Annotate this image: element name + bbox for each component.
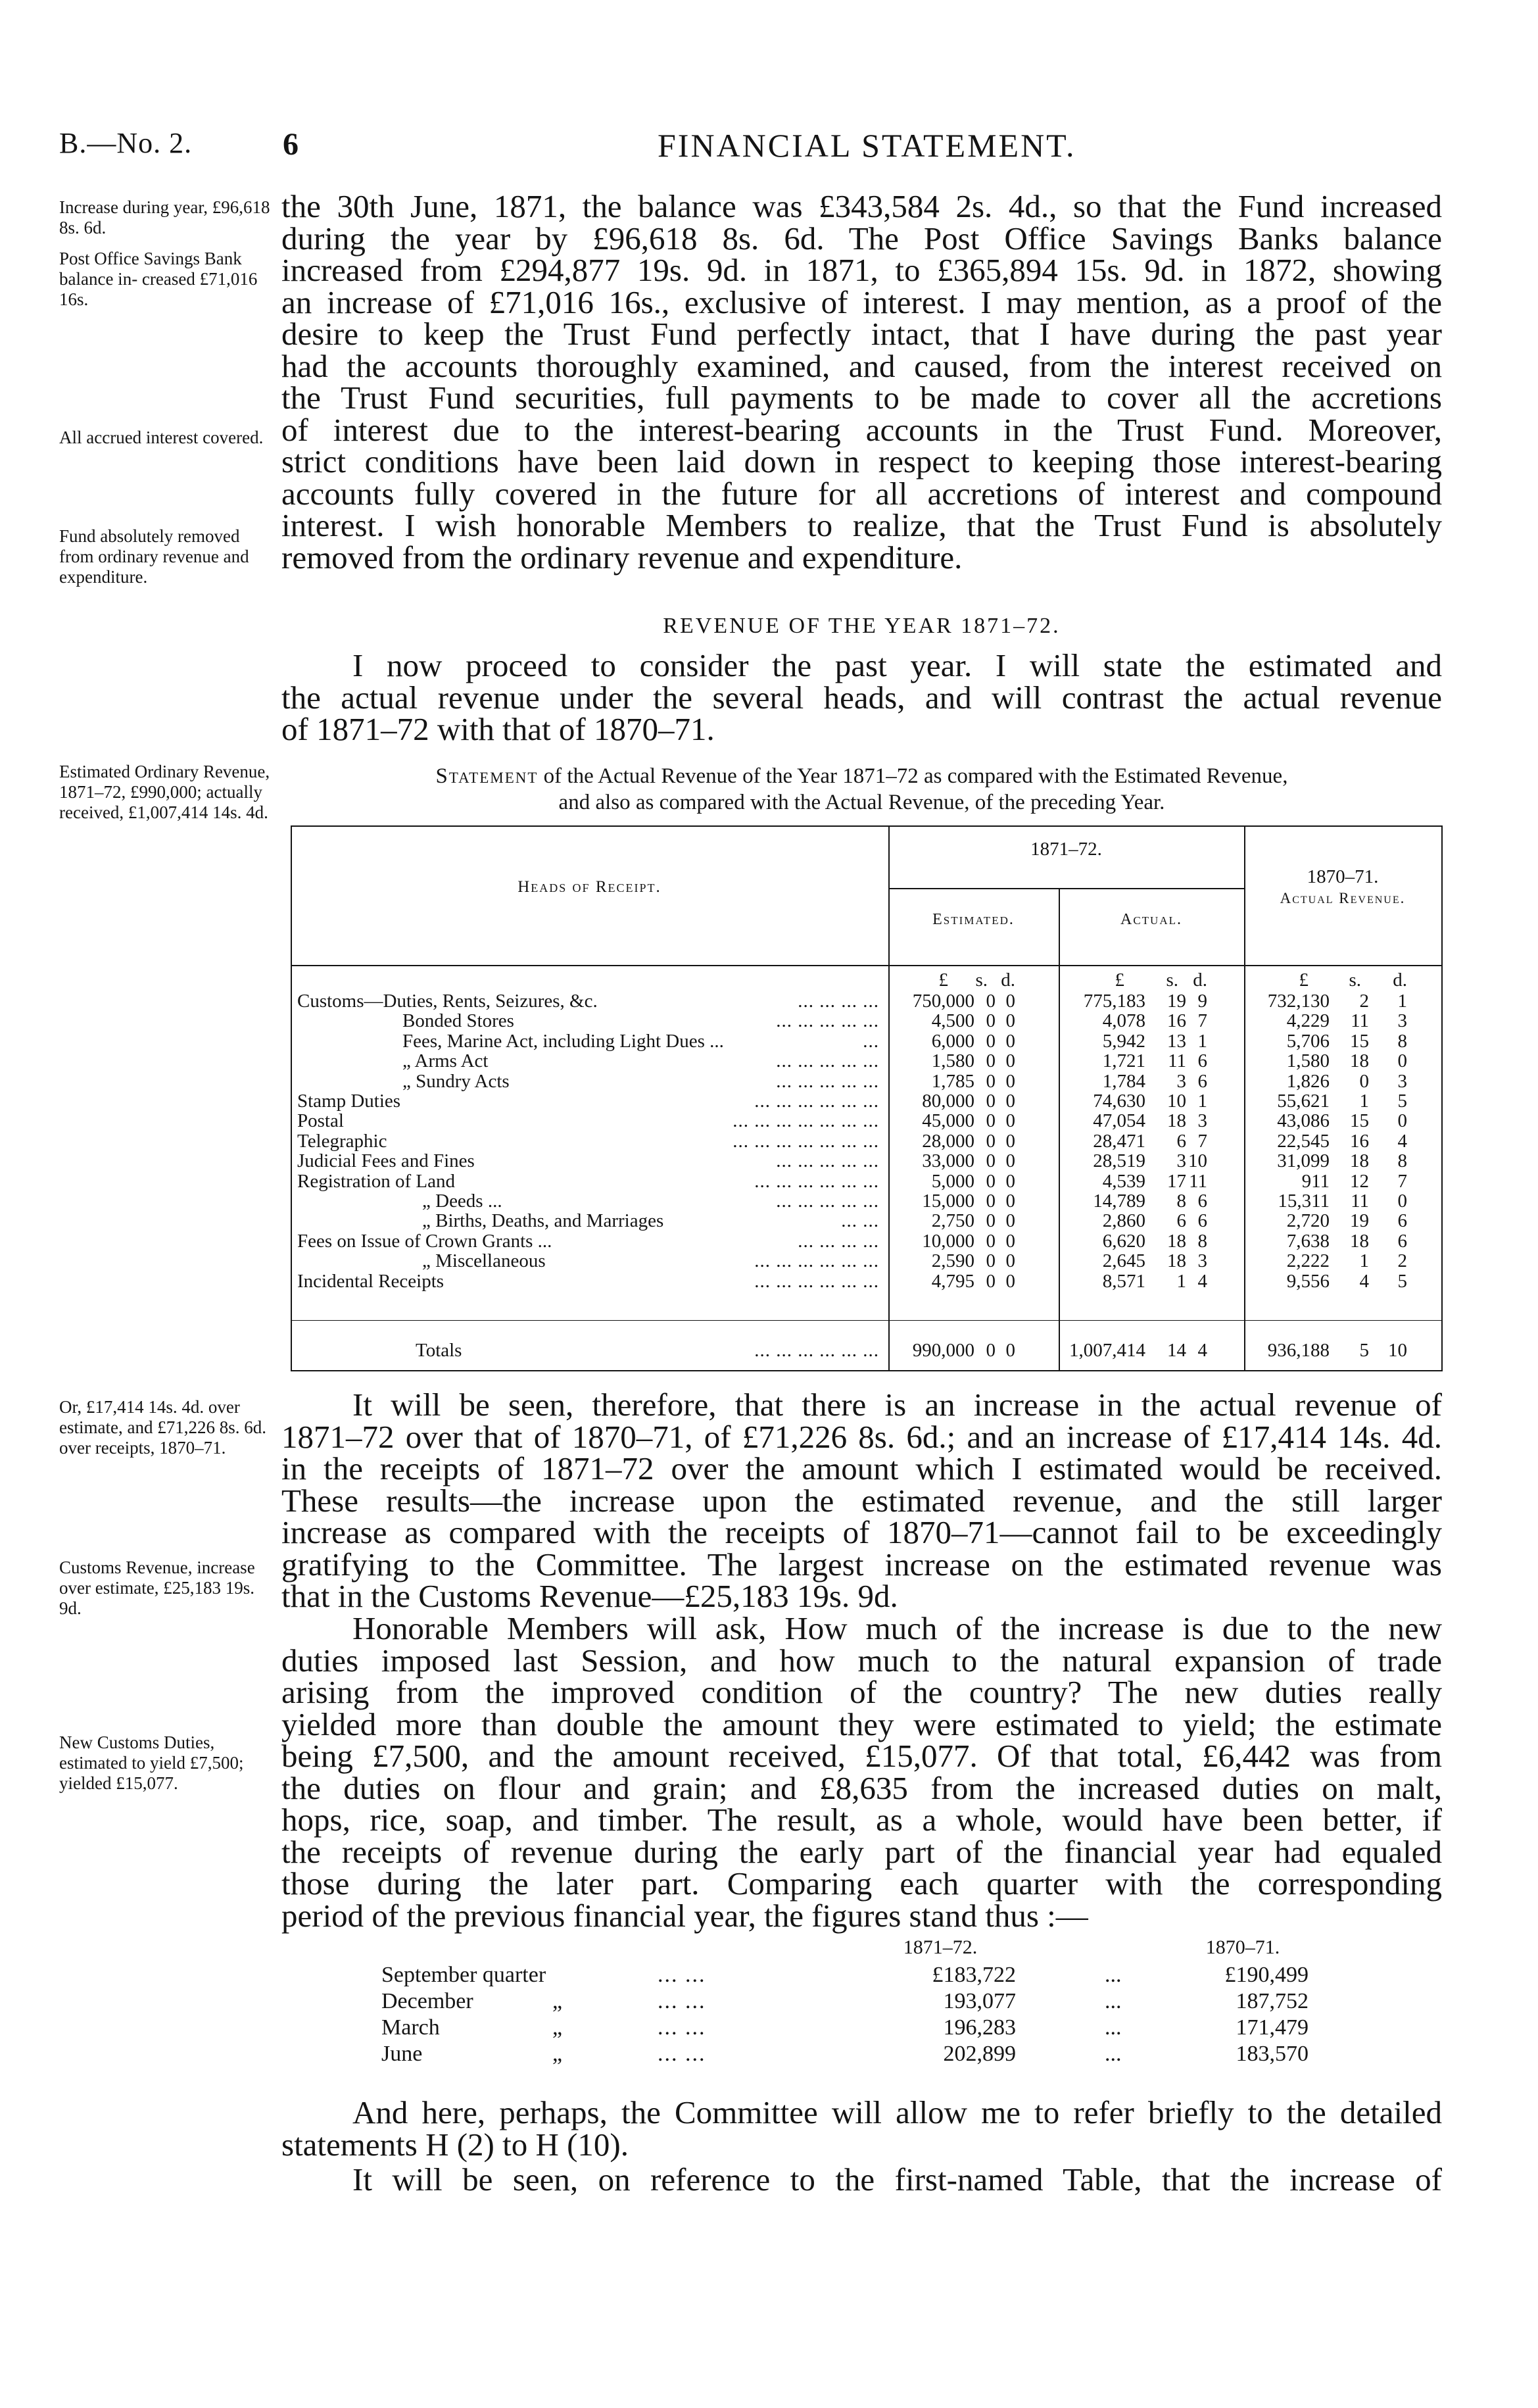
- row-previous-shillings: 1: [1359, 1250, 1369, 1272]
- row-estimated-shillings: 0: [986, 1230, 996, 1252]
- row-leaders: ... ... ... ...: [798, 1230, 879, 1252]
- row-estimated-pounds: 10,000: [922, 1230, 974, 1252]
- totals-actual-pounds: 1,007,414: [1069, 1340, 1145, 1361]
- row-previous-shillings: 12: [1350, 1170, 1369, 1192]
- row-head: „ Deeds ...: [422, 1191, 502, 1212]
- row-previous-shillings: 4: [1359, 1270, 1369, 1292]
- text-line: Honorable Members will ask, How much of the increase is due to the new: [352, 1610, 1442, 1646]
- row-estimated-pounds: 750,000: [912, 991, 974, 1012]
- text-line: removed from the ordinary revenue and expenditure.: [281, 539, 963, 576]
- row-actual-shillings: 13: [1167, 1030, 1186, 1052]
- row-actual-shillings: 1: [1176, 1270, 1186, 1292]
- text-line: being £7,500, and the amount received, £15,077. Of that total, £6,442 was from: [281, 1738, 1442, 1774]
- row-estimated-pounds: 15,000: [922, 1191, 974, 1212]
- paragraph-past-year: [281, 647, 1442, 747]
- text-line: And here, perhaps, the Committee will allow me to refer briefly to the detailed: [352, 2094, 1442, 2130]
- quarter-value-1871: 202,899: [943, 2042, 1016, 2066]
- row-actual-pounds: 6,620: [1102, 1230, 1145, 1252]
- row-estimated-pounds: 2,590: [931, 1250, 974, 1272]
- quarter-leaders: ... ...: [658, 1989, 706, 2013]
- row-estimated-shillings: 0: [986, 1030, 996, 1052]
- row-previous-pence: 3: [1397, 1010, 1407, 1032]
- text-line: an increase of £71,016 16s., exclusive of interest. I may mention, as a proof of the: [281, 283, 1442, 320]
- text-line: It will be seen, therefore, that there is an increase in the actual revenue of: [352, 1387, 1442, 1423]
- text-line: duties imposed last Session, and how much to the natural expansion of trade: [281, 1642, 1442, 1679]
- row-leaders: ... ... ... ... ... ...: [754, 1250, 879, 1272]
- row-actual-pounds: 47,054: [1093, 1110, 1145, 1132]
- row-actual-pence: 6: [1197, 1191, 1207, 1212]
- row-previous-shillings: 0: [1359, 1070, 1369, 1092]
- row-previous-pounds: 5,706: [1286, 1030, 1330, 1052]
- row-previous-pounds: 2,720: [1286, 1210, 1330, 1232]
- table-col-rule: [1059, 888, 1060, 1371]
- row-leaders: ... ... ... ...: [798, 991, 879, 1012]
- quarter-ditto: „: [552, 1989, 563, 2013]
- totals-previous-pounds: 936,188: [1267, 1340, 1330, 1361]
- row-estimated-pence: 0: [1005, 1210, 1015, 1232]
- row-estimated-pence: 0: [1005, 1091, 1015, 1112]
- row-previous-shillings: 15: [1350, 1030, 1369, 1052]
- row-previous-pence: 7: [1397, 1170, 1407, 1192]
- row-leaders: ... ... ... ... ... ... ...: [733, 1130, 879, 1152]
- row-actual-pounds: 1,784: [1102, 1070, 1145, 1092]
- row-previous-pence: 1: [1397, 991, 1407, 1012]
- table-border-right: [1441, 825, 1443, 1371]
- quarter-value-1870: 171,479: [1236, 2015, 1309, 2040]
- row-previous-pounds: 7,638: [1286, 1230, 1330, 1252]
- header-actual-revenue: Actual Revenue.: [1280, 890, 1406, 906]
- row-head: Incidental Receipts: [297, 1270, 445, 1292]
- row-previous-pounds: 43,086: [1277, 1110, 1330, 1132]
- quarter-label: March: [381, 2015, 440, 2040]
- margin-note-new-duties: New Customs Duties, estimated to yield £7,500; yielded £15,077.: [59, 1732, 244, 1793]
- row-estimated-pence: 0: [1005, 1070, 1015, 1092]
- row-previous-shillings: 18: [1350, 1230, 1369, 1252]
- quarter-ditto: „: [552, 2042, 563, 2066]
- paragraph-first-table: [281, 2161, 1442, 2198]
- row-actual-pounds: 4,539: [1102, 1170, 1145, 1192]
- row-actual-shillings: 6: [1176, 1210, 1186, 1232]
- row-actual-pence: 9: [1197, 991, 1207, 1012]
- page-title: FINANCIAL STATEMENT.: [658, 127, 1076, 164]
- text-line: increase as compared with the receipts of 1870–71—cannot fail to be exceedingly: [281, 1514, 1442, 1550]
- row-estimated-shillings: 0: [986, 1091, 996, 1112]
- row-previous-shillings: 18: [1350, 1050, 1369, 1072]
- quarter-leaders: ...: [1105, 2042, 1122, 2066]
- unit-pound-actual: £: [1115, 970, 1124, 991]
- row-estimated-shillings: 0: [986, 1150, 996, 1172]
- text-line: the duties on flour and grain; and £8,635 from the increased duties on malt,: [281, 1769, 1442, 1806]
- header-year-1871: 1871–72.: [1030, 839, 1102, 860]
- row-head: „ Births, Deaths, and Marriages: [422, 1210, 664, 1232]
- row-actual-shillings: 19: [1167, 991, 1186, 1012]
- row-head: Bonded Stores: [402, 1010, 514, 1032]
- quarter-ditto: „: [552, 2015, 563, 2040]
- row-estimated-pounds: 80,000: [922, 1091, 974, 1112]
- margin-note-fund-removed: Fund absolutely removed from ordinary revenue and expenditure.: [59, 526, 249, 587]
- row-previous-pounds: 4,229: [1286, 1010, 1330, 1032]
- row-actual-pounds: 1,721: [1102, 1050, 1145, 1072]
- totals-previous-pence: 10: [1388, 1340, 1407, 1361]
- row-previous-pence: 2: [1397, 1250, 1407, 1272]
- text-line: gratifying to the Committee. The largest increase on the estimated revenue was: [281, 1546, 1442, 1583]
- row-previous-pence: 6: [1397, 1230, 1407, 1252]
- section-heading: REVENUE OF THE YEAR 1871–72.: [663, 614, 1061, 638]
- row-previous-pence: 3: [1397, 1070, 1407, 1092]
- row-previous-pounds: 2,222: [1286, 1250, 1330, 1272]
- row-actual-pounds: 8,571: [1102, 1270, 1145, 1292]
- row-head: Judicial Fees and Fines: [297, 1150, 475, 1172]
- row-estimated-pounds: 33,000: [922, 1150, 974, 1172]
- row-previous-pence: 6: [1397, 1210, 1407, 1232]
- margin-note-fund-increase: Increase during year, £96,618 8s. 6d.: [59, 197, 270, 237]
- row-leaders: ... ... ... ... ...: [776, 1070, 879, 1092]
- row-actual-pounds: 2,645: [1102, 1250, 1145, 1272]
- row-previous-pounds: 55,621: [1277, 1091, 1330, 1112]
- text-line: yielded more than double the amount they were estimated to yield; the estimate: [281, 1706, 1442, 1742]
- row-previous-shillings: 1: [1359, 1091, 1369, 1112]
- totals-actual-pence: 4: [1197, 1340, 1207, 1361]
- row-actual-pounds: 28,519: [1093, 1150, 1145, 1172]
- text-line: the receipts of revenue during the early part of the financial year had equaled: [281, 1833, 1442, 1870]
- row-estimated-shillings: 0: [986, 1210, 996, 1232]
- row-actual-shillings: 6: [1176, 1130, 1186, 1152]
- quarter-value-1870: 183,570: [1236, 2042, 1309, 2066]
- text-line: accounts fully covered in the future for all accretions of interest and compound: [281, 475, 1442, 512]
- row-previous-shillings: 16: [1350, 1130, 1369, 1152]
- row-estimated-pounds: 1,785: [931, 1070, 974, 1092]
- row-estimated-pence: 0: [1005, 1250, 1015, 1272]
- row-previous-pence: 8: [1397, 1030, 1407, 1052]
- row-previous-pounds: 1,580: [1286, 1050, 1330, 1072]
- page-number: 6: [283, 127, 299, 162]
- text-line: 1871–72 over that of 1870–71, of £71,226 8s. 6d.; and an increase of £17,414 14s. 4d.: [281, 1418, 1442, 1455]
- table-col-rule: [1244, 825, 1245, 1371]
- header-actual: Actual.: [1120, 911, 1182, 928]
- text-line: of interest due to the interest-bearing accounts in the Trust Fund. Moreover,: [281, 411, 1442, 448]
- row-estimated-pence: 0: [1005, 991, 1015, 1012]
- unit-shilling-actual: s.: [1166, 970, 1178, 991]
- row-previous-shillings: 15: [1350, 1110, 1369, 1132]
- row-estimated-shillings: 0: [986, 1250, 996, 1272]
- row-estimated-pounds: 28,000: [922, 1130, 974, 1152]
- text-line: It will be seen, on reference to the first-named Table, that the increase of: [352, 2161, 1442, 2198]
- row-estimated-pounds: 5,000: [931, 1170, 974, 1192]
- totals-estimated-shillings: 0: [986, 1340, 996, 1361]
- row-estimated-pounds: 2,750: [931, 1210, 974, 1232]
- caption-line-1: of the Actual Revenue of the Year 1871–72 as compared with the Estimated Revenue,: [538, 764, 1288, 788]
- table-caption: [281, 763, 1442, 816]
- header-estimated: Estimated.: [932, 911, 1015, 928]
- row-actual-shillings: 3: [1176, 1150, 1186, 1172]
- row-previous-pounds: 9,556: [1286, 1270, 1330, 1292]
- text-line: interest. I wish honorable Members to realize, that the Trust Fund is absolutely: [281, 507, 1442, 543]
- caption-lead: Statement: [435, 764, 539, 788]
- row-previous-pence: 0: [1397, 1110, 1407, 1132]
- row-head: Fees, Marine Act, including Light Dues ...: [402, 1030, 724, 1052]
- totals-estimated-pounds: 990,000: [912, 1340, 974, 1361]
- row-estimated-pence: 0: [1005, 1130, 1015, 1152]
- row-actual-pounds: 775,183: [1083, 991, 1145, 1012]
- row-estimated-shillings: 0: [986, 1050, 996, 1072]
- quarter-value-1871: 193,077: [943, 1989, 1016, 2013]
- quarter-label: December: [381, 1989, 473, 2013]
- row-actual-pence: 1: [1197, 1091, 1207, 1112]
- row-actual-shillings: 18: [1167, 1250, 1186, 1272]
- text-line: increased from £294,877 19s. 9d. in 1871, to £365,894 15s. 9d. in 1872, showing: [281, 252, 1442, 288]
- text-line: desire to keep the Trust Fund perfectly intact, that I have during the past year: [281, 316, 1442, 352]
- row-estimated-pence: 0: [1005, 1191, 1015, 1212]
- row-estimated-pounds: 1,580: [931, 1050, 974, 1072]
- table-col-rule: [888, 825, 890, 1371]
- quarter-col-1871: 1871–72.: [903, 1936, 978, 1958]
- quarter-leaders: ...: [1105, 2015, 1122, 2040]
- row-estimated-pence: 0: [1005, 1030, 1015, 1052]
- row-estimated-pounds: 4,795: [931, 1270, 974, 1292]
- row-previous-pence: 5: [1397, 1270, 1407, 1292]
- header-year-1870: 1870–71.: [1307, 866, 1379, 887]
- quarter-value-1871: 196,283: [943, 2015, 1016, 2040]
- row-estimated-pence: 0: [1005, 1150, 1015, 1172]
- unit-pound-estimated: £: [938, 970, 948, 991]
- paragraph-refer-statements: [281, 2094, 1442, 2163]
- unit-pence-actual: d.: [1193, 970, 1207, 991]
- table-border-left: [291, 825, 292, 1371]
- row-actual-pence: 6: [1197, 1070, 1207, 1092]
- row-actual-pence: 4: [1197, 1270, 1207, 1292]
- text-line: the Trust Fund securities, full payments to be made to cover all the accretions: [281, 380, 1442, 416]
- quarter-leaders: ... ...: [658, 2015, 706, 2040]
- revenue-table: [291, 825, 1443, 1371]
- row-head: Fees on Issue of Crown Grants ...: [297, 1230, 552, 1252]
- row-head: Telegraphic: [297, 1130, 387, 1152]
- row-actual-pounds: 2,860: [1102, 1210, 1145, 1232]
- row-actual-shillings: 16: [1167, 1010, 1186, 1032]
- text-line: that in the Customs Revenue—£25,183 19s. 9d.: [281, 1578, 898, 1614]
- row-previous-pounds: 15,311: [1278, 1191, 1330, 1212]
- row-actual-shillings: 3: [1176, 1070, 1186, 1092]
- row-previous-shillings: 19: [1350, 1210, 1369, 1232]
- row-actual-shillings: 17: [1167, 1170, 1186, 1192]
- row-previous-shillings: 11: [1351, 1191, 1369, 1212]
- row-previous-pounds: 1,826: [1286, 1070, 1330, 1092]
- row-actual-pence: 3: [1197, 1250, 1207, 1272]
- row-estimated-shillings: 0: [986, 1110, 996, 1132]
- row-actual-pence: 6: [1197, 1050, 1207, 1072]
- totals-actual-shillings: 14: [1167, 1340, 1186, 1361]
- row-actual-pence: 6: [1197, 1210, 1207, 1232]
- text-line: the actual revenue under the several heads, and will contrast the actual revenue: [281, 679, 1442, 716]
- row-head: „ Sundry Acts: [402, 1070, 510, 1092]
- margin-note-over-estimate: Or, £17,414 14s. 4d. over estimate, and £71,226 8s. 6d. over receipts, 1870–71.: [59, 1397, 266, 1458]
- quarter-leaders: ...: [1105, 1963, 1122, 1987]
- totals-leaders: ... ... ... ... ... ...: [754, 1340, 879, 1361]
- row-estimated-pence: 0: [1005, 1050, 1015, 1072]
- row-leaders: ... ... ... ... ...: [776, 1191, 879, 1212]
- header-heads-of-receipt: Heads of Receipt.: [517, 878, 661, 896]
- row-actual-pence: 1: [1197, 1030, 1207, 1052]
- row-estimated-pounds: 4,500: [931, 1010, 974, 1032]
- table-border-top: [291, 825, 1443, 827]
- table-totals-rule: [291, 1320, 1443, 1321]
- row-head: Customs—Duties, Rents, Seizures, &c.: [297, 991, 598, 1012]
- row-previous-pence: 0: [1397, 1050, 1407, 1072]
- row-head: Postal: [297, 1110, 344, 1132]
- row-leaders: ... ... ... ... ...: [776, 1010, 879, 1032]
- row-estimated-shillings: 0: [986, 991, 996, 1012]
- quarter-table: [368, 1936, 1341, 2068]
- text-line: I now proceed to consider the past year. I will state the estimated and: [352, 647, 1442, 683]
- row-leaders: ... ... ... ... ...: [776, 1050, 879, 1072]
- row-actual-pounds: 28,471: [1093, 1130, 1145, 1152]
- paragraph-new-duties: [281, 1610, 1442, 1934]
- totals-estimated-pence: 0: [1005, 1340, 1015, 1361]
- row-estimated-pence: 0: [1005, 1170, 1015, 1192]
- totals-label: Totals: [416, 1340, 462, 1361]
- row-estimated-pence: 0: [1005, 1270, 1015, 1292]
- row-actual-pence: 10: [1188, 1150, 1207, 1172]
- row-actual-pence: 7: [1197, 1130, 1207, 1152]
- table-header-rule: [291, 965, 1443, 966]
- quarter-leaders: ... ...: [658, 2042, 706, 2066]
- row-estimated-pence: 0: [1005, 1010, 1015, 1032]
- margin-note-customs-revenue: Customs Revenue, increase over estimate, £25,183 19s. 9d.: [59, 1558, 255, 1618]
- row-previous-pence: 5: [1397, 1091, 1407, 1112]
- row-estimated-pounds: 45,000: [922, 1110, 974, 1132]
- quarter-label: September quarter: [381, 1963, 546, 1987]
- row-previous-pence: 8: [1397, 1150, 1407, 1172]
- row-head: Stamp Duties: [297, 1091, 401, 1112]
- row-estimated-pence: 0: [1005, 1110, 1015, 1132]
- row-leaders: ... ... ... ... ... ...: [754, 1270, 879, 1292]
- text-line: arising from the improved condition of the country? The new duties really: [281, 1674, 1442, 1710]
- row-previous-pounds: 31,099: [1277, 1150, 1330, 1172]
- row-actual-pence: 11: [1189, 1170, 1207, 1192]
- quarter-leaders: ...: [1105, 1989, 1122, 2013]
- text-line: period of the previous financial year, the figures stand thus :—: [281, 1897, 1088, 1934]
- row-leaders: ...: [863, 1030, 879, 1052]
- text-line: during the year by £96,618 8s. 6d. The Post Office Savings Banks balance: [281, 220, 1442, 257]
- row-previous-pence: 4: [1397, 1130, 1407, 1152]
- row-head: „ Arms Act: [402, 1050, 489, 1072]
- row-actual-pounds: 5,942: [1102, 1030, 1145, 1052]
- row-actual-shillings: 11: [1168, 1050, 1186, 1072]
- row-head: „ Miscellaneous: [422, 1250, 546, 1272]
- row-actual-pence: 3: [1197, 1110, 1207, 1132]
- row-previous-shillings: 2: [1359, 991, 1369, 1012]
- text-line: had the accounts thoroughly examined, and caused, from the interest received on: [281, 347, 1442, 384]
- row-previous-pounds: 22,545: [1277, 1130, 1330, 1152]
- paper-number: B.—No. 2.: [59, 127, 193, 159]
- row-actual-pence: 8: [1197, 1230, 1207, 1252]
- text-line: strict conditions have been laid down in respect to keeping those interest-bearing: [281, 443, 1442, 479]
- row-actual-pounds: 14,789: [1093, 1191, 1145, 1212]
- unit-pence-estimated: d.: [1001, 970, 1015, 991]
- text-line: statements H (2) to H (10).: [281, 2126, 629, 2163]
- row-leaders: ... ... ... ... ... ... ...: [733, 1110, 879, 1132]
- quarter-label: June: [381, 2042, 423, 2066]
- row-estimated-shillings: 0: [986, 1010, 996, 1032]
- paragraph-increase: [281, 1389, 1442, 1613]
- text-line: These results—the increase upon the estimated revenue, and the still larger: [281, 1482, 1442, 1519]
- paragraph-trust-fund: [281, 188, 1442, 576]
- text-line: hops, rice, soap, and timber. The result, as a whole, would have been better, if: [281, 1802, 1442, 1838]
- row-estimated-shillings: 0: [986, 1130, 996, 1152]
- row-actual-shillings: 18: [1167, 1110, 1186, 1132]
- quarter-value-1870: 187,752: [1236, 1989, 1309, 2013]
- text-line: those during the later part. Comparing each quarter with the corresponding: [281, 1865, 1442, 1902]
- margin-note-accrued-interest: All accrued interest covered.: [59, 428, 264, 447]
- unit-shilling-previous: s.: [1349, 970, 1361, 991]
- margin-note-savings-bank: Post Office Savings Bank balance in- creased £71,016 16s.: [59, 249, 258, 309]
- row-estimated-pounds: 6,000: [931, 1030, 974, 1052]
- quarter-value-1871: £183,722: [932, 1963, 1016, 1987]
- caption-line-2: and also as compared with the Actual Revenue, of the preceding Year.: [558, 791, 1165, 814]
- unit-pence-previous: d.: [1393, 970, 1407, 991]
- quarter-col-1870: 1870–71.: [1205, 1936, 1280, 1958]
- quarter-leaders: ... ...: [658, 1963, 706, 1987]
- row-leaders: ... ... ... ... ... ...: [754, 1091, 879, 1112]
- row-estimated-shillings: 0: [986, 1070, 996, 1092]
- row-estimated-shillings: 0: [986, 1270, 996, 1292]
- table-year-rule: [888, 888, 1244, 889]
- row-estimated-pence: 0: [1005, 1230, 1015, 1252]
- row-previous-pounds: 732,130: [1267, 991, 1330, 1012]
- table-border-bottom: [291, 1370, 1443, 1371]
- row-leaders: ... ...: [841, 1210, 879, 1232]
- row-head: Registration of Land: [297, 1170, 456, 1192]
- row-actual-pounds: 4,078: [1102, 1010, 1145, 1032]
- unit-pound-previous: £: [1299, 970, 1309, 991]
- row-previous-shillings: 11: [1351, 1010, 1369, 1032]
- row-actual-pounds: 74,630: [1093, 1091, 1145, 1112]
- row-actual-shillings: 8: [1176, 1191, 1186, 1212]
- row-leaders: ... ... ... ... ... ...: [754, 1170, 879, 1192]
- unit-shilling-estimated: s.: [975, 970, 988, 991]
- quarter-value-1870: £190,499: [1224, 1963, 1309, 1987]
- text-line: of 1871–72 with that of 1870–71.: [281, 711, 715, 747]
- row-previous-pence: 0: [1397, 1191, 1407, 1212]
- row-actual-pence: 7: [1197, 1010, 1207, 1032]
- text-line: the 30th June, 1871, the balance was £343,584 2s. 4d., so that the Fund increased: [281, 188, 1442, 224]
- row-estimated-shillings: 0: [986, 1170, 996, 1192]
- row-estimated-shillings: 0: [986, 1191, 996, 1212]
- row-previous-shillings: 18: [1350, 1150, 1369, 1172]
- row-actual-shillings: 18: [1167, 1230, 1186, 1252]
- totals-previous-shillings: 5: [1359, 1340, 1369, 1361]
- margin-note-estimated-revenue: Estimated Ordinary Revenue, 1871–72, £990,000; actually received, £1,007,414 14s. 4d.: [59, 762, 270, 822]
- row-leaders: ... ... ... ... ...: [776, 1150, 879, 1172]
- row-actual-shillings: 10: [1167, 1091, 1186, 1112]
- text-line: in the receipts of 1871–72 over the amount which I estimated would be received.: [281, 1450, 1442, 1487]
- row-previous-pounds: 911: [1301, 1170, 1330, 1192]
